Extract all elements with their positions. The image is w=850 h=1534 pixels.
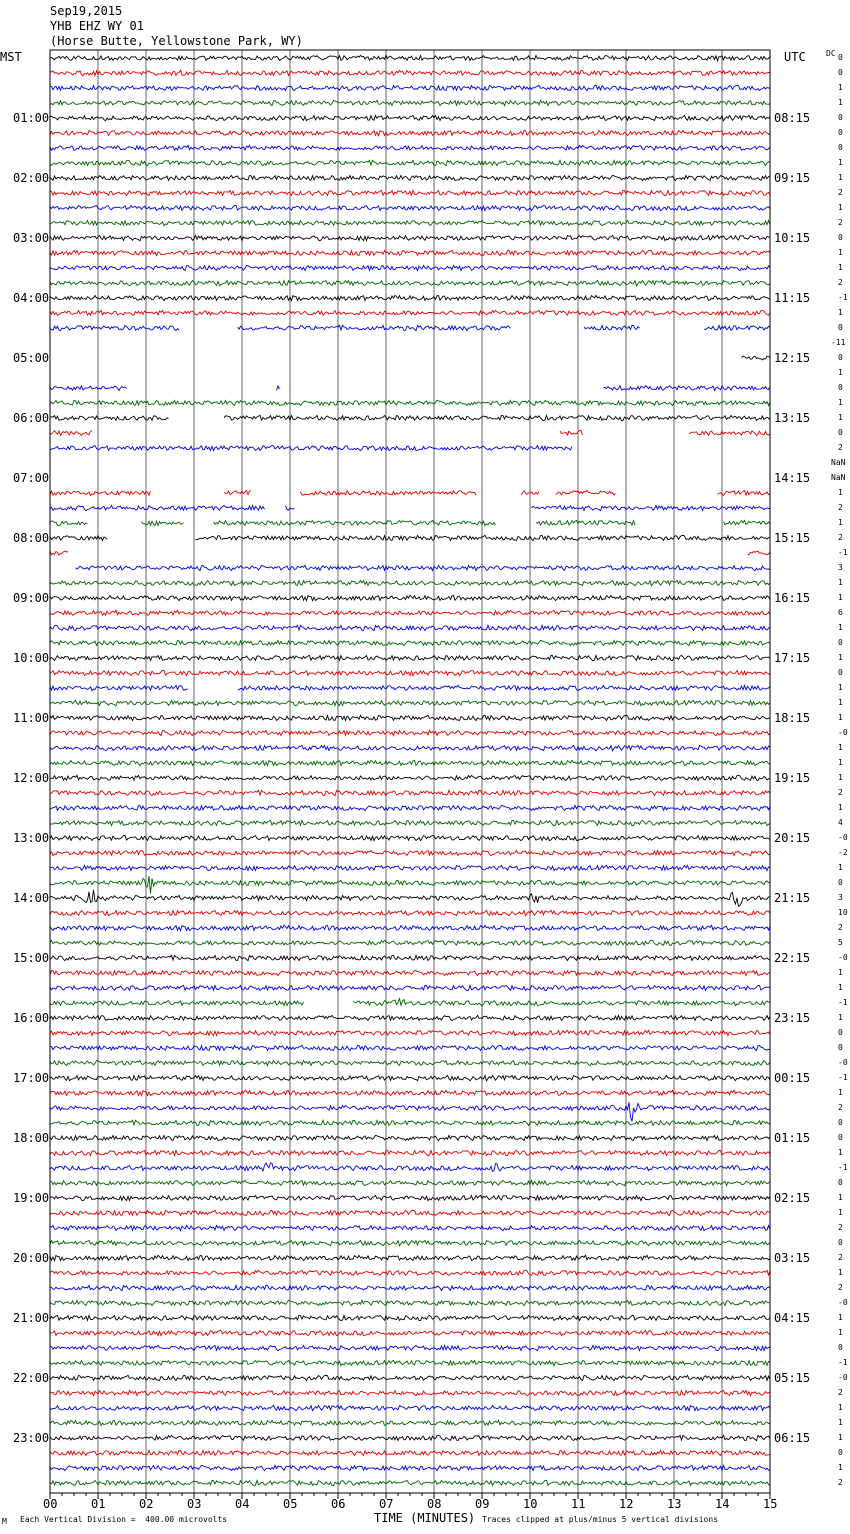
utc-hour-label: 08:15 [774,111,811,125]
mst-hour-label: 17:00 [13,1071,50,1085]
dc-offset-value: 1 [838,518,843,527]
utc-hour-label: 21:15 [774,891,811,905]
trace-57 [50,910,770,915]
dc-offset-value: 0 [838,113,843,122]
mst-hour-label: 20:00 [13,1251,50,1265]
scale-note: Each Vertical Division = 400.00 microvolts [20,1515,228,1524]
dc-offset-value: -0 [838,1298,848,1307]
trace-25 [50,431,770,436]
dc-offset-value: 1 [838,488,843,497]
trace-90 [50,1405,770,1410]
trace-8 [50,175,770,180]
utc-hour-label: 05:15 [774,1371,811,1385]
trace-24 [50,415,770,420]
dc-offset-value: 1 [838,623,843,632]
mst-hour-label: 16:00 [13,1011,50,1025]
dc-offset-value: 3 [838,563,843,572]
mst-hour-label: 18:00 [13,1131,50,1145]
dc-offset-value: 2 [838,1223,843,1232]
trace-55 [50,876,770,894]
mst-hour-label: 21:00 [13,1311,50,1325]
dc-offset-value: 0 [838,128,843,137]
dc-offset-value: 5 [838,938,843,947]
station-code: YHB EHZ WY 01 [50,19,144,33]
trace-18 [50,325,770,330]
trace-47 [50,760,770,765]
dc-offset-value: 0 [838,353,843,362]
utc-hour-label: 00:15 [774,1071,811,1085]
utc-hour-label: 09:15 [774,171,811,185]
dc-offset-value: 0 [838,323,843,332]
trace-10 [50,206,770,211]
trace-16 [50,295,770,300]
utc-hour-label: 16:15 [774,591,811,605]
trace-76 [50,1195,770,1200]
corner-mark: M [2,1517,7,1526]
dc-offset-value: 2 [838,1478,843,1487]
dc-offset-value: 1 [838,758,843,767]
trace-44 [50,715,770,720]
x-tick-label: 12 [619,1497,634,1511]
dc-offset-value: 1 [838,263,843,272]
dc-offset-value: 2 [838,503,843,512]
dc-offset-value: 1 [838,968,843,977]
dc-offset-value: -1 [838,1358,848,1367]
right-timezone-label: UTC [784,50,806,64]
trace-59 [50,940,770,945]
dc-offset-value: 1 [838,1463,843,1472]
trace-1 [50,70,770,76]
trace-4 [50,115,770,120]
trace-87 [50,1360,770,1365]
mst-hour-label: 14:00 [13,891,50,905]
x-tick-label: 14 [715,1497,730,1511]
mst-hour-label: 12:00 [13,771,50,785]
trace-5 [50,130,770,135]
trace-72 [50,1135,770,1140]
trace-88 [50,1375,770,1380]
trace-42 [50,685,770,690]
dc-offset-value: 0 [838,1238,843,1247]
utc-hour-label: 23:15 [774,1011,811,1025]
trace-26 [50,446,572,451]
trace-35 [50,580,770,585]
utc-hour-label: 17:15 [774,651,811,665]
dc-offset-value: 1 [838,1193,843,1202]
dc-offset-value: 0 [838,68,843,77]
dc-offset-value: 10 [838,908,848,917]
trace-53 [50,850,770,855]
mst-hour-label: 11:00 [13,711,50,725]
dc-offset-value: -1 [838,1163,848,1172]
trace-13 [50,250,770,255]
trace-12 [50,235,770,241]
utc-hour-label: 18:15 [774,711,811,725]
trace-92 [50,1435,770,1441]
trace-31 [50,520,770,525]
trace-22 [50,386,770,391]
utc-hour-label: 22:15 [774,951,811,965]
trace-39 [50,640,770,645]
seismic-traces [50,55,770,1485]
trace-68 [50,1075,770,1080]
dc-offset-value: 1 [838,368,843,377]
trace-82 [50,1285,770,1290]
dc-offset-value: NaN [831,473,846,482]
dc-offset-value: 1 [838,158,843,167]
mst-hour-label: 07:00 [13,471,50,485]
trace-36 [50,595,770,600]
mst-hour-label: 15:00 [13,951,50,965]
dc-offset-value: 0 [838,1133,843,1142]
utc-hour-label: 02:15 [774,1191,811,1205]
dc-offset-value: 1 [838,1313,843,1322]
dc-offset-value: 2 [838,188,843,197]
dc-offset-value: -2 [838,848,848,857]
utc-hour-label: 14:15 [774,471,811,485]
x-tick-label: 11 [571,1497,586,1511]
utc-hour-label: 20:15 [774,831,811,845]
x-tick-label: 15 [763,1497,778,1511]
x-tick-label: 07 [379,1497,394,1511]
trace-54 [50,865,770,870]
trace-78 [50,1225,770,1230]
trace-79 [50,1240,770,1245]
dc-offset-value: -0 [838,1373,848,1382]
trace-46 [50,745,770,750]
dc-offset-value: 2 [838,533,843,542]
dc-offset-value: 1 [838,593,843,602]
x-tick-label: 05 [283,1497,298,1511]
mst-hour-label: 05:00 [13,351,50,365]
x-tick-label: 08 [427,1497,442,1511]
dc-offset-value: 2 [838,1283,843,1292]
trace-51 [50,820,770,825]
dc-offset-value: 2 [838,278,843,287]
clip-note: Traces clipped at plus/minus 5 vertical divisions [482,1515,719,1524]
dc-offset-value: 1 [838,803,843,812]
trace-74 [50,1163,770,1172]
trace-11 [50,220,770,225]
dc-offset-value: 2 [838,1388,843,1397]
mst-hour-label: 06:00 [13,411,50,425]
trace-81 [50,1270,770,1275]
dc-offset-value: -1 [838,998,848,1007]
trace-95 [50,1480,770,1485]
trace-52 [50,836,770,841]
x-tick-label: 06 [331,1497,346,1511]
trace-7 [50,160,770,166]
trace-93 [50,1450,770,1455]
trace-15 [50,280,770,285]
x-tick-label: 00 [43,1497,58,1511]
dc-offset-value: 2 [838,218,843,227]
dc-offset-value: 1 [838,653,843,662]
utc-hour-label: 12:15 [774,351,811,365]
trace-60 [50,955,770,960]
dc-offset-value: 1 [838,83,843,92]
trace-61 [50,970,770,975]
dc-offset-value: 2 [838,1253,843,1262]
dc-offset-value: 0 [838,1043,843,1052]
trace-6 [50,145,770,150]
dc-offset-value: 0 [838,233,843,242]
utc-hour-label: 15:15 [774,531,811,545]
utc-hour-label: 13:15 [774,411,811,425]
mst-hour-label: 08:00 [13,531,50,545]
trace-14 [50,265,770,270]
dc-offset-value: 2 [838,443,843,452]
dc-offset-value: 0 [838,53,843,62]
dc-offset-value: 1 [838,308,843,317]
x-tick-label: 01 [91,1497,106,1511]
dc-offset-value: 0 [838,1448,843,1457]
dc-offset-value: 1 [838,983,843,992]
trace-40 [50,655,770,660]
mst-hour-label: 13:00 [13,831,50,845]
dc-offset-value: 1 [838,773,843,782]
trace-66 [50,1045,770,1050]
mst-hour-label: 22:00 [13,1371,50,1385]
dc-offset-value: 1 [838,98,843,107]
trace-94 [50,1465,770,1470]
trace-33 [50,551,770,555]
dc-offset-value: 2 [838,1103,843,1112]
utc-hour-label: 03:15 [774,1251,811,1265]
dc-offset-value: 1 [838,248,843,257]
vertical-gridlines [98,50,722,1493]
dc-offset-value: 2 [838,923,843,932]
dc-offset-value: 1 [838,1088,843,1097]
trace-80 [50,1255,770,1260]
trace-29 [50,490,770,495]
x-tick-label: 13 [667,1497,682,1511]
trace-38 [50,625,770,631]
dc-offset-value: 1 [838,578,843,587]
dc-offset-value: 0 [838,1178,843,1187]
trace-41 [50,671,770,676]
trace-9 [50,190,770,195]
time-axis [50,1493,770,1499]
station-location: (Horse Butte, Yellowstone Park, WY) [50,34,303,48]
trace-23 [50,400,770,405]
dc-offset-value: -1 [838,548,848,557]
dc-offset-value: 4 [838,818,843,827]
trace-34 [76,565,771,570]
trace-45 [50,730,770,735]
dc-offset-value: -1 [838,293,848,302]
dc-offset-value: -0 [838,1058,848,1067]
dc-offset-value: NaN [831,458,846,467]
dc-offset-value: 1 [838,1013,843,1022]
trace-84 [50,1315,770,1320]
mst-hour-label: 19:00 [13,1191,50,1205]
trace-70 [50,1102,770,1121]
x-tick-label: 03 [187,1497,202,1511]
mst-hour-label: 09:00 [13,591,50,605]
x-tick-label: 04 [235,1497,250,1511]
utc-hour-label: 11:15 [774,291,811,305]
dc-offset-value: 3 [838,893,843,902]
dc-offset-value: 1 [838,683,843,692]
trace-89 [50,1390,770,1395]
dc-offset-value: 0 [838,1343,843,1352]
utc-hour-label: 10:15 [774,231,811,245]
utc-hour-label: 19:15 [774,771,811,785]
trace-62 [50,985,770,990]
dc-offset-value: 0 [838,878,843,887]
dc-offset-value: 1 [838,173,843,182]
dc-offset-value: 1 [838,398,843,407]
dc-offset-value: 0 [838,383,843,392]
dc-offset-value: -0 [838,833,848,842]
dc-offset-value: 0 [838,143,843,152]
trace-50 [50,805,770,810]
mst-hour-label: 10:00 [13,651,50,665]
trace-56 [50,890,770,907]
trace-71 [50,1120,770,1125]
x-tick-label: 02 [139,1497,154,1511]
mst-hour-label: 01:00 [13,111,50,125]
trace-3 [50,100,770,105]
dc-offset-value: 1 [838,1328,843,1337]
utc-hour-label: 04:15 [774,1311,811,1325]
trace-37 [50,610,770,615]
dc-offset-value: 1 [838,698,843,707]
trace-49 [50,790,770,795]
trace-58 [50,925,770,930]
trace-20 [742,356,771,360]
trace-48 [50,775,770,780]
dc-offset-value: 1 [838,1268,843,1277]
left-timezone-label: MST [0,50,22,64]
dc-offset-value: 1 [838,863,843,872]
trace-75 [50,1180,770,1185]
trace-63 [50,999,770,1006]
dc-offset-value: 1 [838,1418,843,1427]
dc-offset-value: 1 [838,203,843,212]
dc-offset-value: -0 [838,728,848,737]
plot-date: Sep19,2015 [50,4,123,18]
mst-hour-label: 02:00 [13,171,50,185]
dc-offset-value: 0 [838,1118,843,1127]
trace-43 [50,700,770,706]
trace-83 [50,1300,770,1305]
dc-offset-value: -1 [838,1073,848,1082]
trace-69 [50,1090,770,1095]
x-tick-label: 09 [475,1497,490,1511]
dc-offset-value: 0 [838,428,843,437]
x-tick-label: 10 [523,1497,538,1511]
dc-offset-value: 6 [838,608,843,617]
mst-hour-label: 23:00 [13,1431,50,1445]
trace-85 [50,1331,770,1336]
trace-64 [50,1015,770,1020]
dc-offset-value: -11 [831,338,846,347]
dc-offset-value: 1 [838,1208,843,1217]
trace-67 [50,1060,770,1065]
dc-offset-value: -0 [838,953,848,962]
dc-offset-value: 1 [838,1403,843,1412]
dc-offset-value: 1 [838,713,843,722]
x-axis-title: TIME (MINUTES) [374,1511,476,1525]
trace-77 [50,1210,770,1215]
trace-73 [50,1150,770,1155]
utc-hour-label: 06:15 [774,1431,811,1445]
dc-offset-header: DC [826,49,836,58]
mst-hour-label: 03:00 [13,231,50,245]
trace-2 [50,85,770,90]
trace-30 [50,505,770,510]
mst-hour-label: 04:00 [13,291,50,305]
trace-65 [50,1030,770,1035]
trace-91 [50,1420,770,1425]
dc-offset-value: 1 [838,413,843,422]
dc-offset-value: 0 [838,668,843,677]
dc-offset-value: 0 [838,1028,843,1037]
utc-hour-label: 01:15 [774,1131,811,1145]
dc-offset-value: 1 [838,743,843,752]
trace-32 [50,535,770,540]
dc-offset-value: 1 [838,1148,843,1157]
dc-offset-value: 1 [838,1433,843,1442]
dc-offset-value: 2 [838,788,843,797]
trace-17 [50,310,770,315]
dc-offset-value: 0 [838,638,843,647]
trace-86 [50,1345,770,1350]
trace-0 [50,55,770,60]
